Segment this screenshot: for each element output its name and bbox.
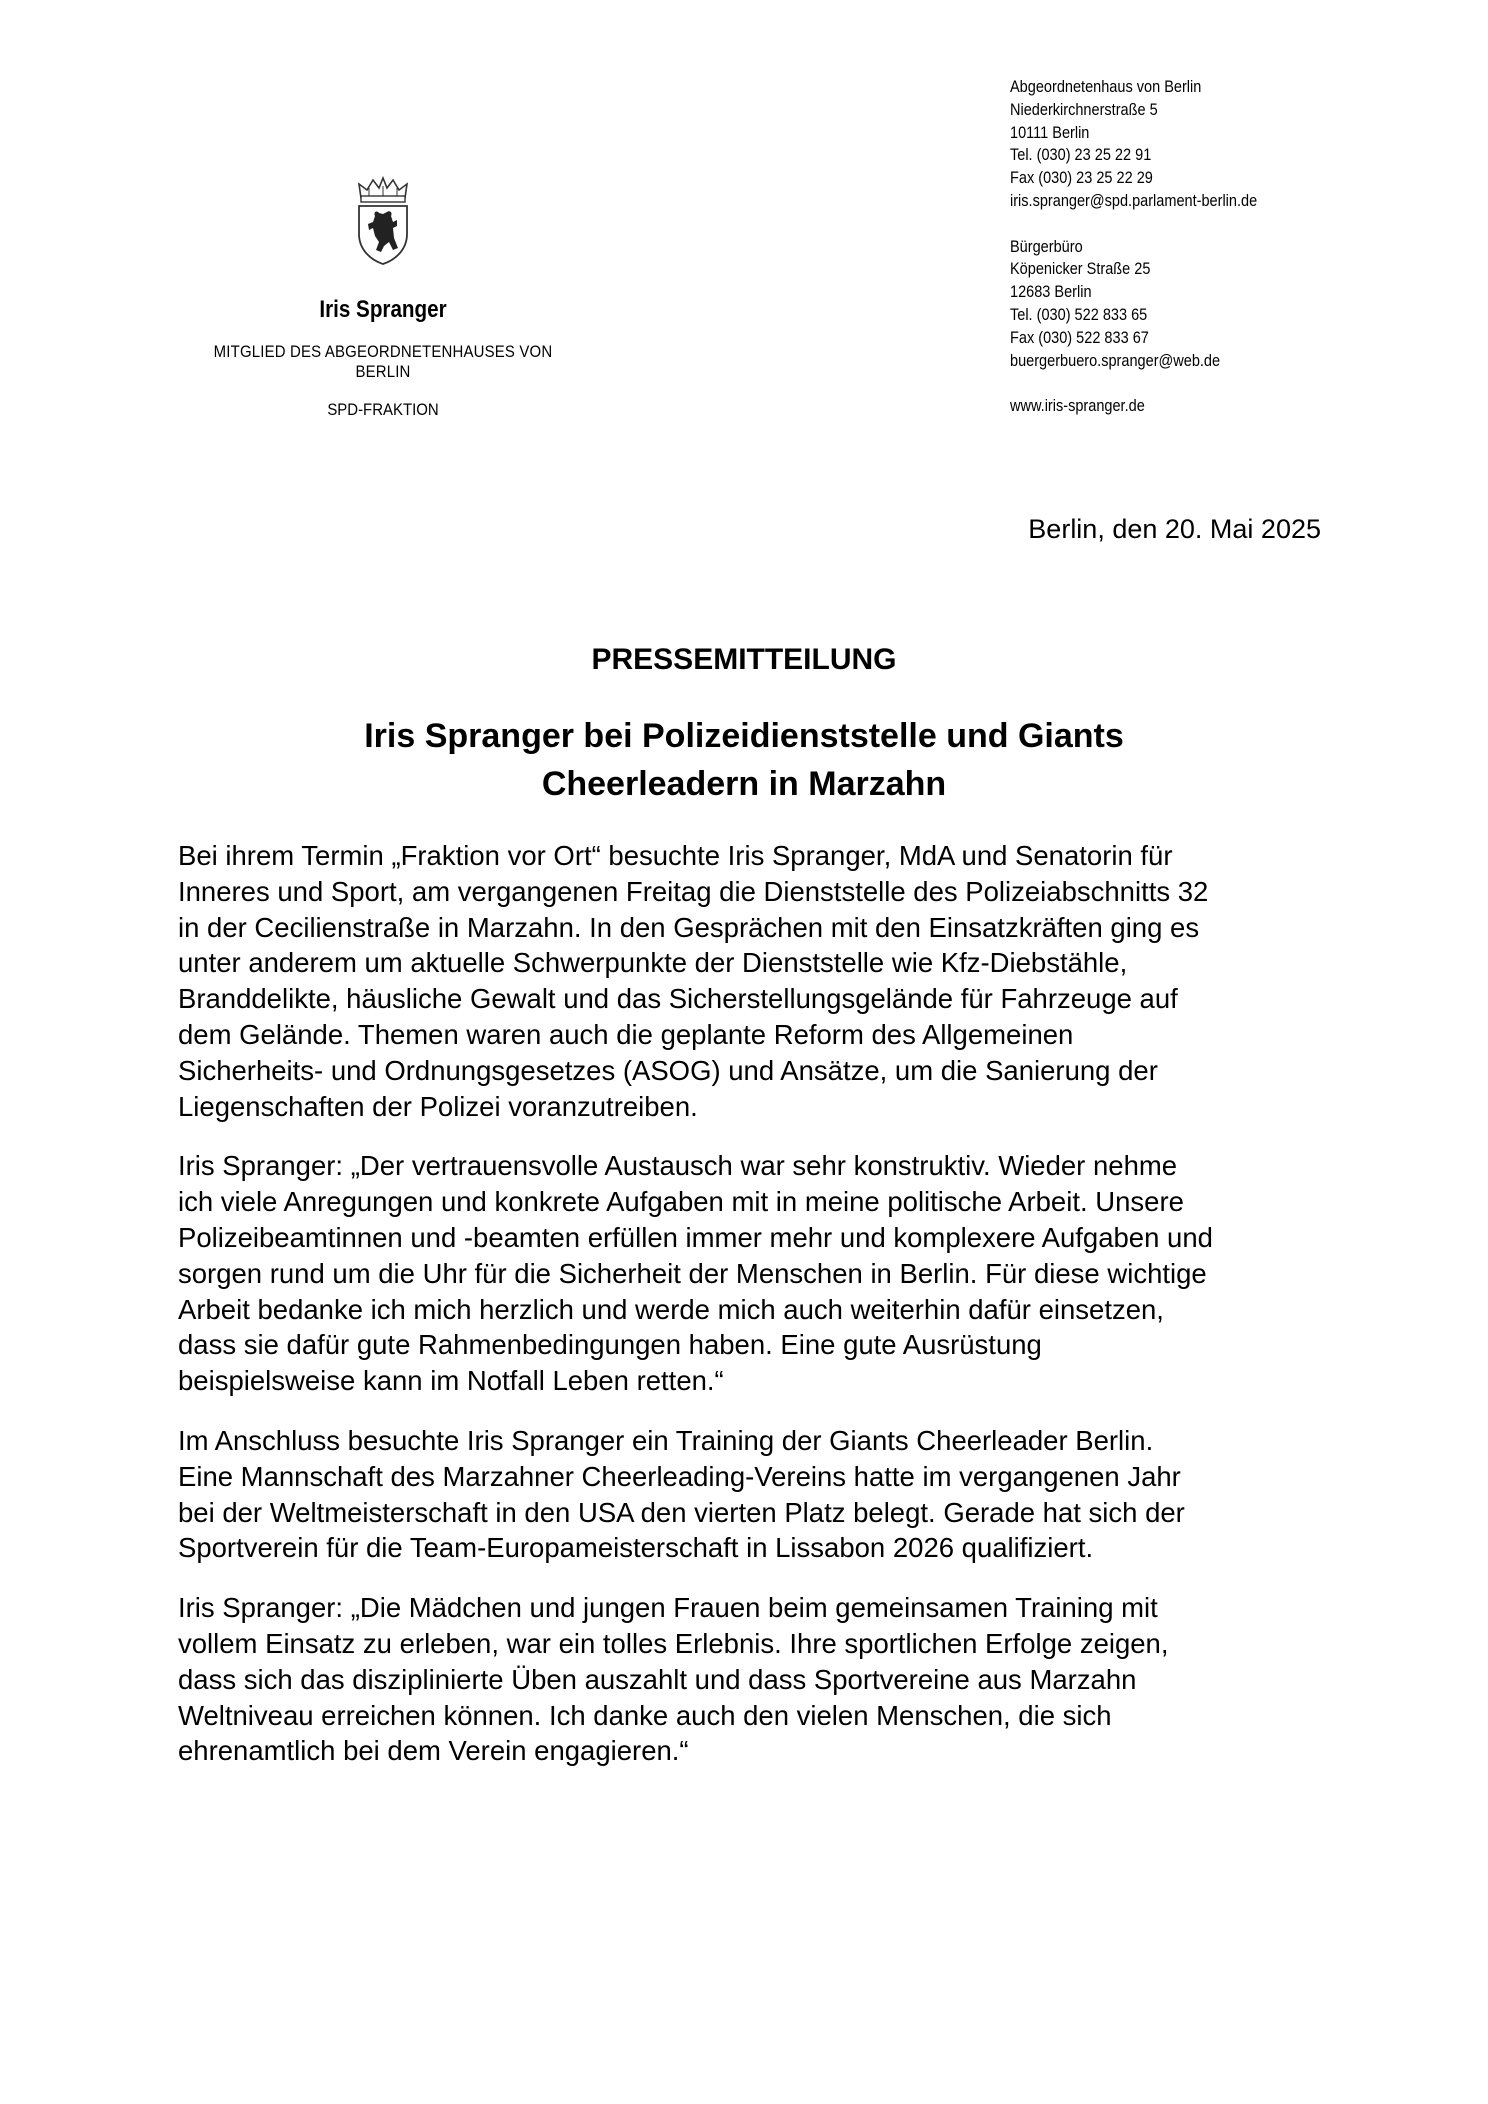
body-line: dass sich das disziplinierte Üben auszahlt und dass Sportvereine aus Marzahn	[178, 1663, 1137, 1695]
buergerbuero-email[interactable]: buergerbuero.spranger@web.de	[1010, 351, 1221, 370]
body-line: unter anderem um aktuelle Schwerpunkte der Dienststelle wie Kfz-Diebstähle,	[178, 947, 1128, 979]
body-paragraph	[178, 1148, 1328, 1399]
headline-line: Cheerleadern in Marzahn	[541, 765, 947, 803]
body-line: Eine Mannschaft des Marzahner Cheerleading-Vereins hatte im vergangenen Jahr	[178, 1460, 1181, 1492]
body-paragraph	[178, 1423, 1328, 1566]
body-line: Polizeibeamtinnen und -beamten erfüllen immer mehr und komplexere Aufgaben und	[178, 1221, 1213, 1253]
body-line: in der Cecilienstraße in Marzahn. In den Gesprächen mit den Einsatzkräften ging es	[178, 911, 1200, 943]
body-line: Liegenschaften der Polizei voranzutreiben.	[178, 1090, 698, 1122]
body-line: sorgen rund um die Uhr für die Sicherheit der Menschen in Berlin. Für diese wichtige	[178, 1257, 1207, 1289]
office-street: Niederkirchnerstraße 5	[1010, 100, 1158, 119]
body-line: Branddelikte, häusliche Gewalt und das Sicherstellungsgelände für Fahrzeuge auf	[178, 983, 1178, 1015]
press-release-headline	[0, 712, 1488, 808]
body-line: Iris Spranger: „Die Mädchen und jungen Frauen beim gemeinsamen Training mit	[178, 1592, 1158, 1624]
member-name: Iris Spranger	[319, 296, 447, 323]
berlin-bear-coat-of-arms-icon	[351, 176, 415, 266]
body-line: dem Gelände. Themen waren auch die geplante Reform des Allgemeinen	[178, 1018, 1074, 1050]
body-line: dass sie dafür gute Rahmenbedingungen haben. Eine gute Ausrüstung	[178, 1329, 1042, 1361]
buergerbuero-address	[1010, 236, 1430, 373]
headline-line: Iris Spranger bei Polizeidienststelle und Giants	[364, 717, 1124, 755]
body-line: ich viele Anregungen und konkrete Aufgaben mit in meine politische Arbeit. Unsere	[178, 1186, 1184, 1218]
body-line: ehrenamtlich bei dem Verein engagieren.“	[178, 1735, 689, 1767]
body-paragraph	[178, 1590, 1328, 1769]
parliament-office-address	[1010, 76, 1430, 213]
buergerbuero-fax: Fax (030) 522 833 67	[1010, 328, 1149, 347]
press-release-body	[178, 838, 1328, 1793]
buergerbuero-phone: Tel. (030) 522 833 65	[1010, 305, 1148, 324]
buergerbuero-street: Köpenicker Straße 25	[1010, 260, 1151, 279]
letterhead	[160, 176, 606, 420]
office-city: 10111 Berlin	[1010, 123, 1090, 142]
body-line: Sicherheits- und Ordnungsgesetzes (ASOG) und Ansätze, um die Sanierung der	[178, 1054, 1158, 1086]
body-line: Weltniveau erreichen können. Ich danke auch den vielen Menschen, die sich	[178, 1699, 1112, 1731]
buergerbuero-city: 12683 Berlin	[1010, 283, 1092, 302]
contact-info	[1010, 76, 1430, 418]
body-line: vollem Einsatz zu erleben, war ein tolles Erlebnis. Ihre sportlichen Erfolge zeigen,	[178, 1627, 1169, 1659]
document-date: Berlin, den 20. Mai 2025	[1028, 514, 1321, 544]
body-line: Iris Spranger: „Der vertrauensvolle Austausch war sehr konstruktiv. Wieder nehme	[178, 1150, 1178, 1182]
body-line: beispielsweise kann im Notfall Leben retten.“	[178, 1365, 724, 1397]
body-line: bei der Weltmeisterschaft in den USA den vierten Platz belegt. Gerade hat sich der	[178, 1496, 1185, 1528]
body-line: Im Anschluss besuchte Iris Spranger ein Training der Giants Cheerleader Berlin.	[178, 1424, 1154, 1456]
document-type-heading: PRESSEMITTEILUNG	[591, 643, 897, 676]
buergerbuero-name: Bürgerbüro	[1010, 237, 1083, 256]
body-line: Sportverein für die Team-Europameisterschaft in Lissabon 2026 qualifiziert.	[178, 1532, 1094, 1564]
office-email[interactable]: iris.spranger@spd.parlament-berlin.de	[1010, 191, 1258, 210]
office-fax: Fax (030) 23 25 22 29	[1010, 169, 1153, 188]
body-line: Bei ihrem Termin „Fraktion vor Ort“ besuchte Iris Spranger, MdA und Senatorin für	[178, 840, 1173, 871]
website-link[interactable]: www.iris-spranger.de	[1010, 397, 1145, 416]
party-affiliation: SPD-FRAKTION	[327, 400, 439, 419]
member-role: MITGLIED DES ABGEORDNETENHAUSES VON BERLIN	[213, 342, 553, 381]
office-phone: Tel. (030) 23 25 22 91	[1010, 146, 1152, 165]
body-line: Arbeit bedanke ich mich herzlich und werde mich auch weiterhin dafür einsetzen,	[178, 1293, 1164, 1325]
body-line: Inneres und Sport, am vergangenen Freitag die Dienststelle des Polizeiabschnitts 32	[178, 875, 1209, 907]
body-paragraph	[178, 838, 1328, 1124]
office-name: Abgeordnetenhaus von Berlin	[1010, 78, 1202, 96]
